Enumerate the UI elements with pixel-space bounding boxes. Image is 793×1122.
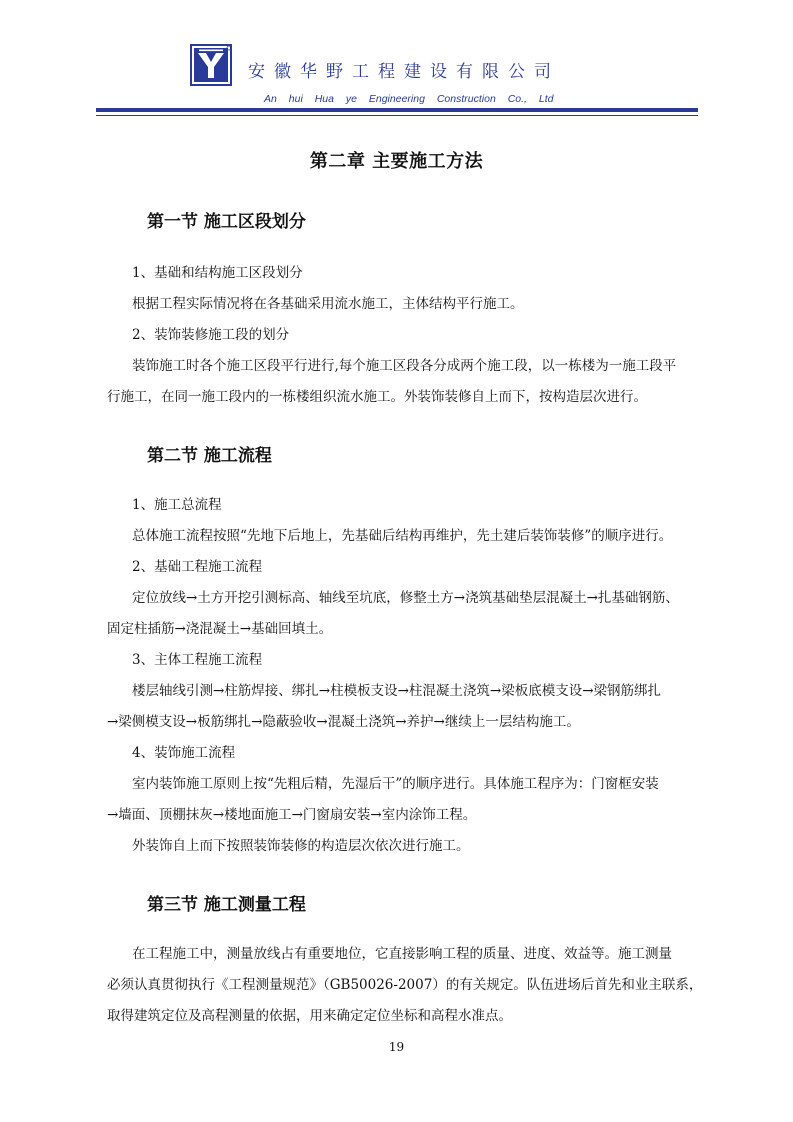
company-name-chinese: 安徽华野工程建设有限公司 (248, 62, 560, 82)
company-name-english: An hui Hua ye Engineering Construction Co., Ltd (264, 93, 554, 105)
paragraph-line: 固定柱插筋→浇混凝土→基础回填土。 (107, 621, 333, 637)
paragraph-line: 室内装饰施工原则上按“先粗后精，先湿后干”的顺序进行。具体施工程序为：门窗框安装 (132, 776, 659, 792)
chapter-title: 第二章 主要施工方法 (309, 151, 484, 172)
paragraph-line: →梁侧模支设→板筋绑扎→隐蔽验收→混凝土浇筑→养护→继续上一层结构施工。 (107, 714, 580, 730)
paragraph-line: 楼层轴线引测→柱筋焊接、绑扎→柱模板支设→柱混凝土浇筑→梁板底模支设→梁钢筋绑扎 (132, 683, 662, 699)
paragraph-line: 装饰施工时各个施工区段平行进行,每个施工区段各分成两个施工段，以一栋楼为一施工段平 (132, 358, 677, 374)
paragraph-line: 在工程施工中，测量放线占有重要地位，它直接影响工程的质量、进度、效益等。施工测量 (132, 946, 672, 962)
subheading: 1、施工总流程 (132, 497, 222, 513)
section-title: 第一节 施工区段划分 (147, 212, 306, 232)
paragraph-line: →墙面、顶棚抹灰→楼地面施工→门窗扇安装→室内涂饰工程。 (107, 807, 477, 823)
paragraph-line: 行施工，在同一施工段内的一栋楼组织流水施工。外装饰装修自上而下，按构造层次进行。 (107, 389, 647, 405)
header-rule-thin (96, 115, 698, 116)
page-number: 19 (388, 1040, 405, 1054)
subheading: 2、基础工程施工流程 (132, 559, 263, 575)
paragraph-line: 必须认真贯彻执行《工程测量规范》（GB50026-2007）的有关规定。队伍进场后首先和业主联系， (107, 977, 703, 993)
paragraph-line: 总体施工流程按照“先地下后地上，先基础后结构再维护，先土建后装饰装修”的顺序进行。 (132, 528, 673, 544)
company-logo-icon (190, 44, 232, 86)
paragraph-line: 根据工程实际情况将在各基础采用流水施工，主体结构平行施工。 (132, 296, 524, 312)
paragraph-line: 外装饰自上而下按照装饰装修的构造层次依次进行施工。 (132, 838, 470, 854)
subheading: 2、装饰装修施工段的划分 (132, 327, 290, 343)
paragraph-line: 定位放线→土方开挖引测标高、轴线至坑底，修整土方→浇筑基础垫层混凝土→扎基础钢筋、 (132, 590, 679, 606)
section-title: 第二节 施工流程 (147, 446, 272, 466)
subheading: 3、主体工程施工流程 (132, 652, 263, 668)
section-title: 第三节 施工测量工程 (147, 895, 306, 915)
paragraph-line: 取得建筑定位及高程测量的依据，用来确定定位坐标和高程水准点。 (107, 1008, 512, 1024)
subheading: 4、装饰施工流程 (132, 745, 236, 761)
subheading: 1、基础和结构施工区段划分 (132, 265, 303, 281)
page-header (0, 0, 793, 125)
header-rule-thick (96, 108, 698, 112)
